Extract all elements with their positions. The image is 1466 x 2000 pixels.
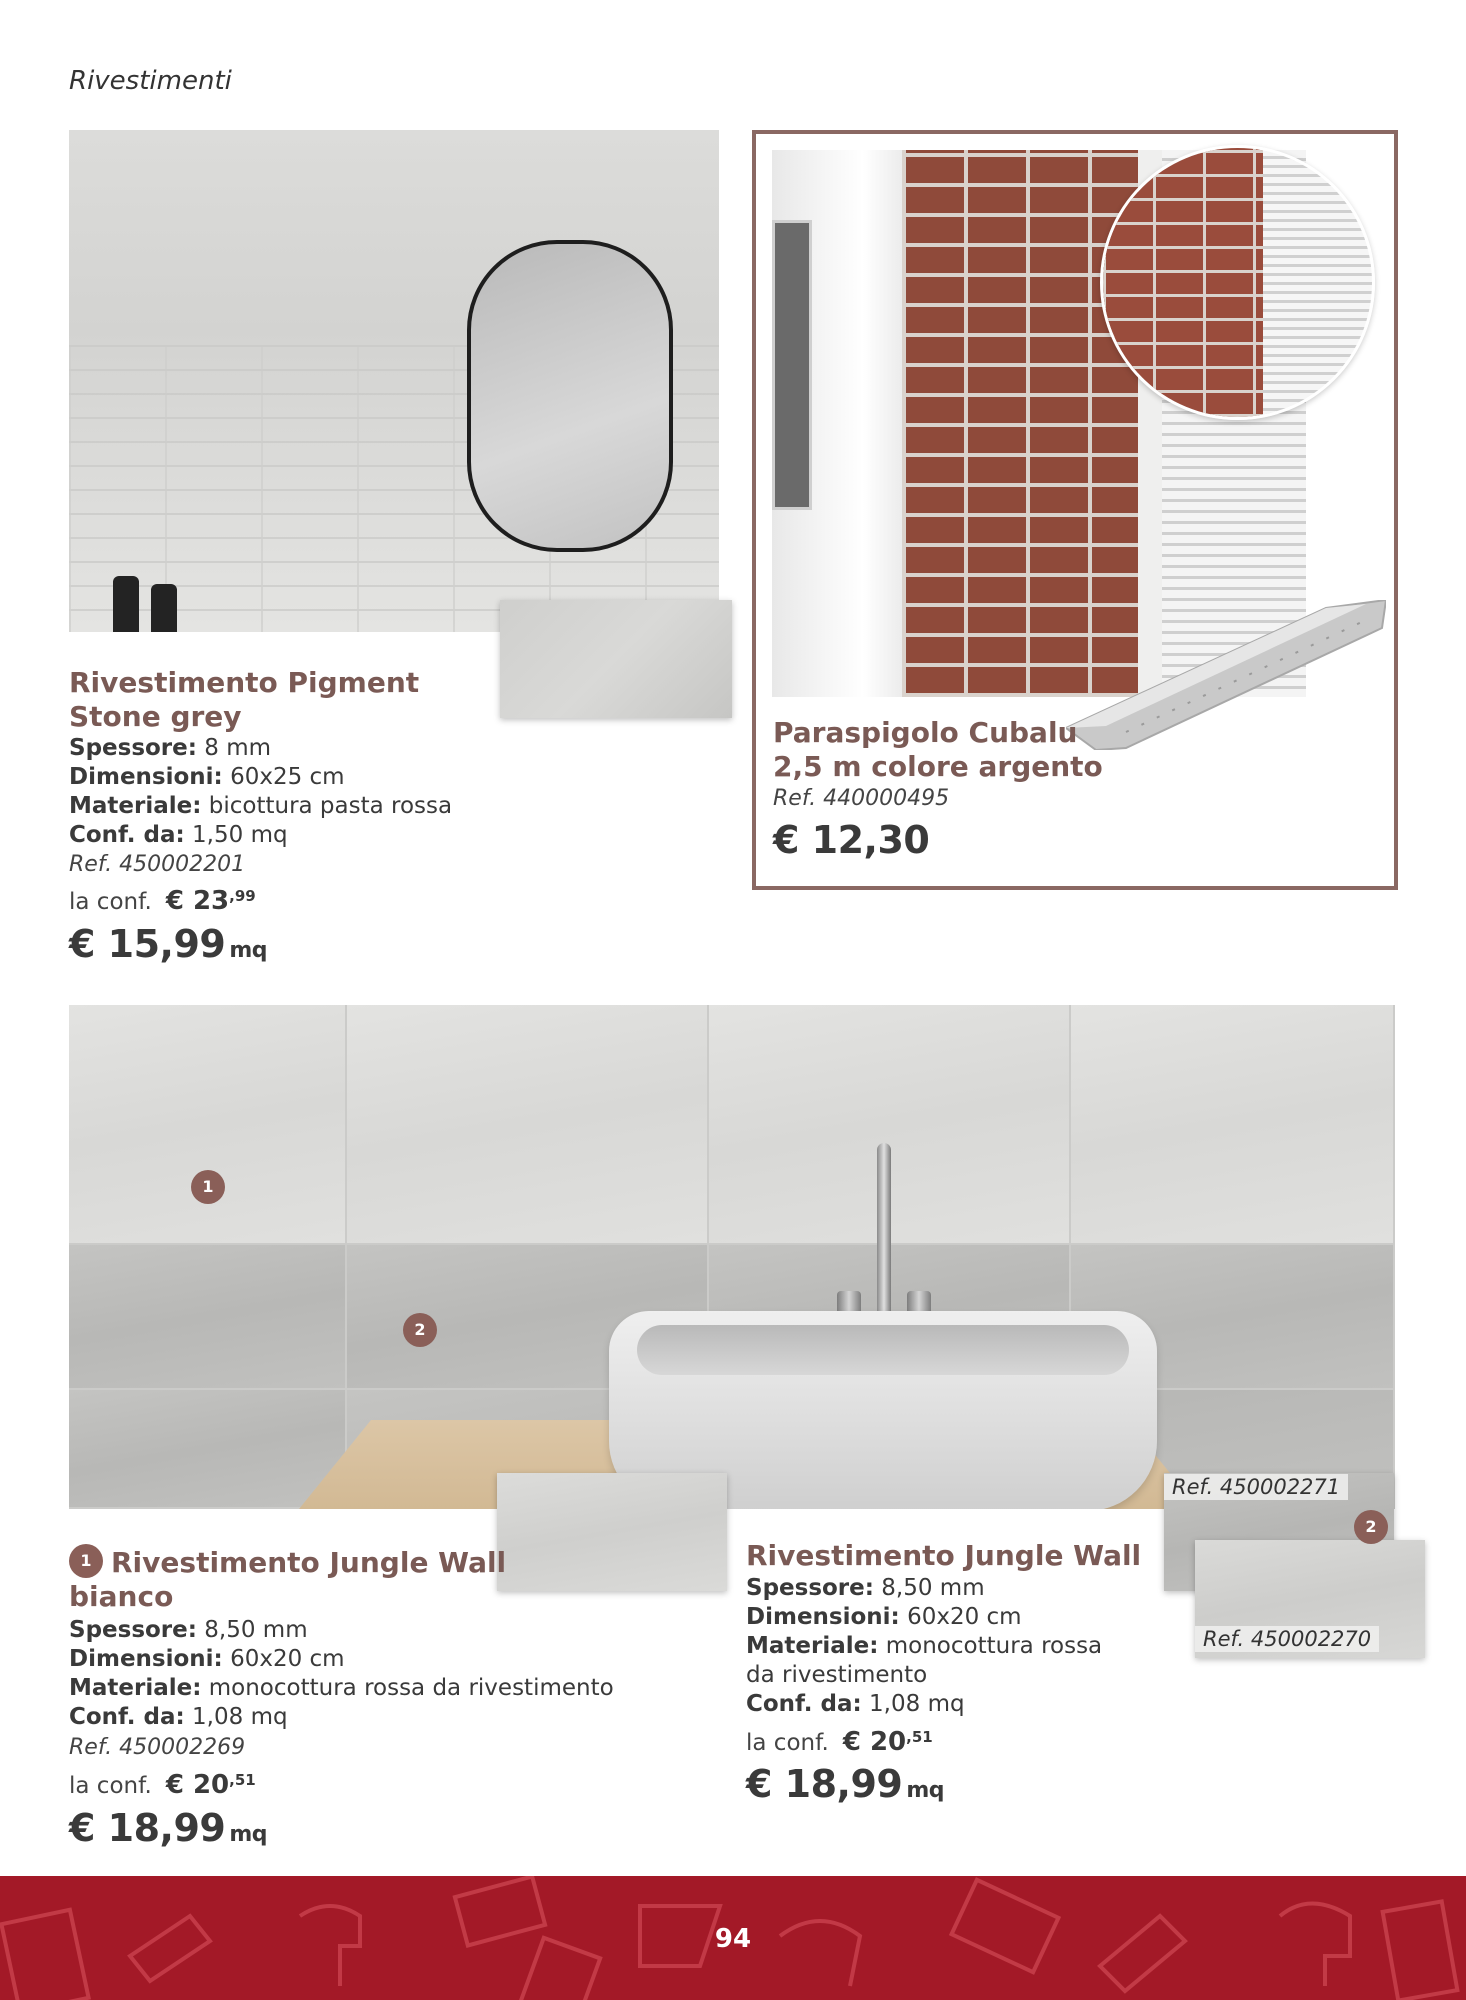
cubalu-ref: Ref. 440000495 (773, 786, 950, 811)
corner-profile-image (1066, 600, 1386, 750)
jungle-bianco-badge: 1 (69, 1544, 103, 1578)
pigment-name-line2: Stone grey (69, 700, 242, 733)
page-number: 94 (714, 1924, 752, 1954)
jungle-sample-badge: 2 (1354, 1510, 1388, 1544)
pigment-name-line1: Rivestimento Pigment (69, 666, 420, 699)
cubalu-name-line2: 2,5 m colore argento (773, 750, 1103, 783)
pigment-price: € 15,99 mq (69, 922, 268, 966)
jungle-conf-price: la conf. € $20^{,51}$ (746, 1727, 933, 1757)
section-title: Rivestimenti (69, 66, 232, 96)
oven (772, 220, 812, 510)
soap-bottle (113, 576, 139, 632)
pigment-ref: Ref. 450002201 (69, 852, 246, 877)
pigment-tile-sample (500, 600, 732, 718)
pigment-bathroom-photo (69, 130, 719, 632)
footer-band (0, 1876, 1466, 2000)
cubalu-price: € 12,30 (773, 818, 930, 862)
pigment-conf-price: la conf. € $23^{,99}$ (69, 886, 256, 916)
jungle-bathroom-photo (69, 1005, 1395, 1509)
mirror (467, 240, 673, 552)
jungle-conf: Conf. da: 1,08 mq (746, 1691, 965, 1717)
jungle-price: € 18,99 mq (746, 1762, 945, 1806)
photo-badge-2: 2 (403, 1313, 437, 1347)
jungle-spessore: Spessore: 8,50 mm (746, 1575, 985, 1601)
photo-badge-1: 1 (191, 1170, 225, 1204)
soap-bottle (151, 584, 177, 632)
jungle-bianco-name-line2: bianco (69, 1580, 174, 1613)
jungle-materiale: Materiale: monocottura rossa (746, 1633, 1103, 1659)
jungle-sample-ref-b: Ref. 450002270 (1195, 1626, 1379, 1652)
detail-zoom-circle (1100, 145, 1375, 420)
jungle-bianco-tile-sample (497, 1473, 727, 1591)
pigment-conf: Conf. da: 1,50 mq (69, 822, 288, 848)
jungle-bianco-name-line1: Rivestimento Jungle Wall (111, 1546, 507, 1579)
jungle-bianco-spessore: Spessore: 8,50 mm (69, 1617, 308, 1643)
cubalu-name-line1: Paraspigolo Cubalu (773, 716, 1078, 749)
jungle-name: Rivestimento Jungle Wall (746, 1539, 1142, 1572)
jungle-bianco-price: € 18,99 mq (69, 1806, 268, 1850)
jungle-bianco-dimensioni: Dimensioni: 60x20 cm (69, 1646, 345, 1672)
faucet (877, 1143, 891, 1323)
pigment-materiale: Materiale: bicottura pasta rossa (69, 793, 453, 819)
jungle-bianco-conf-price: la conf. € $20^{,51}$ (69, 1770, 256, 1800)
pigment-spessore: Spessore: 8 mm (69, 735, 272, 761)
jungle-bianco-materiale: Materiale: monocottura rossa da rivestimento (69, 1675, 614, 1701)
jungle-bianco-conf: Conf. da: 1,08 mq (69, 1704, 288, 1730)
pigment-dimensioni: Dimensioni: 60x25 cm (69, 764, 345, 790)
jungle-sample-ref-a: Ref. 450002271 (1164, 1474, 1348, 1500)
jungle-materiale-cont: da rivestimento (746, 1662, 928, 1688)
jungle-dimensioni: Dimensioni: 60x20 cm (746, 1604, 1022, 1630)
jungle-bianco-ref: Ref. 450002269 (69, 1735, 246, 1760)
